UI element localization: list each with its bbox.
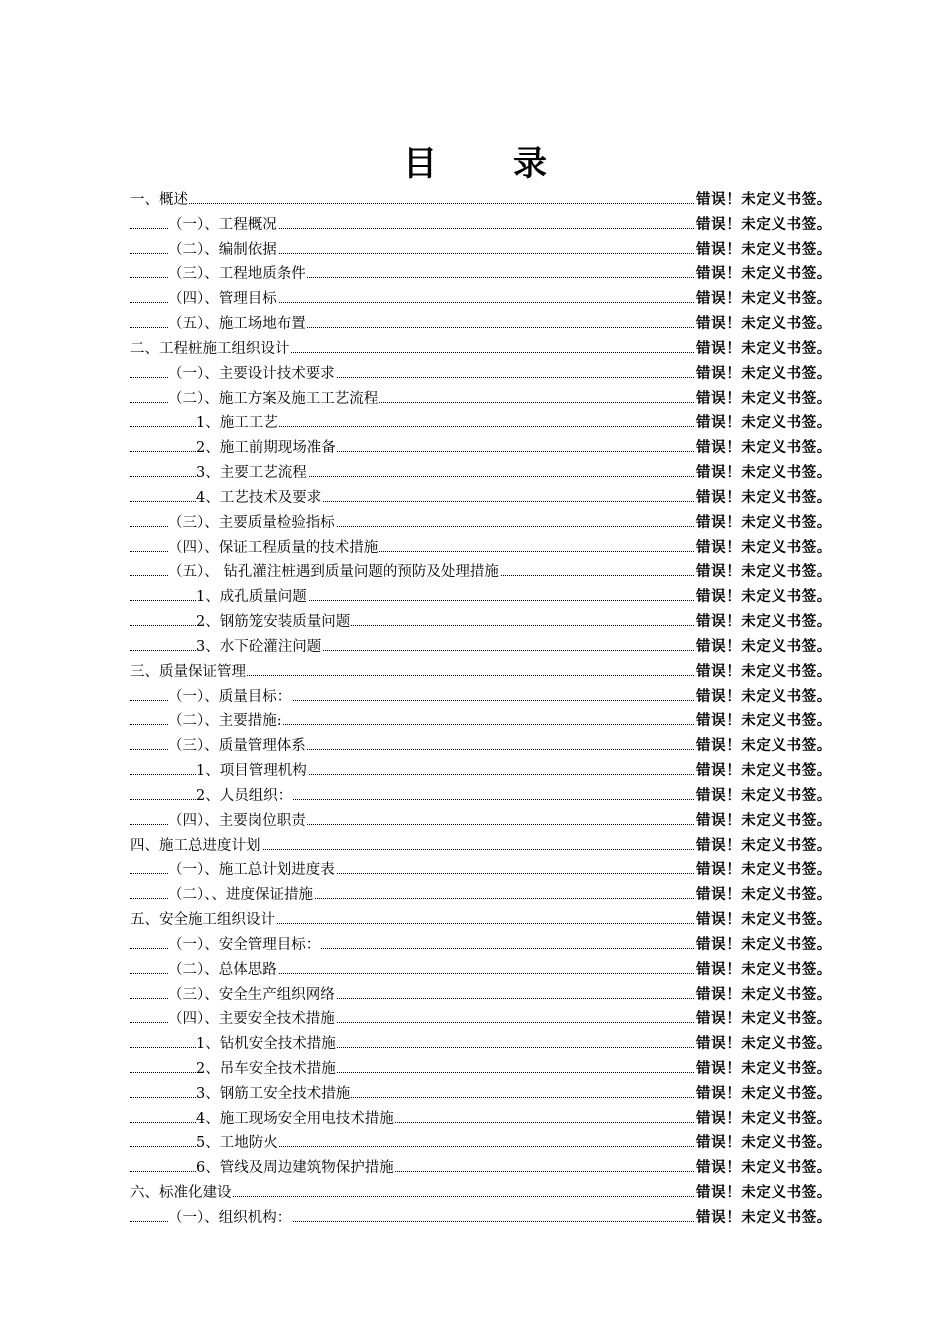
toc-entry-page-ref: 错误！未定义书签。 [696,834,832,859]
toc-entry-page-ref: 错误！未定义书签。 [696,759,832,784]
toc-entry[interactable] [0,387,950,412]
toc-entry-label: 五、安全施工组织设计 [130,908,276,933]
toc-entry-label: （一）、安全管理目标： [168,933,321,958]
toc-entry[interactable] [0,1082,950,1107]
toc-entry-page-ref: 错误！未定义书签。 [696,362,832,387]
toc-entry[interactable] [0,1007,950,1032]
toc-entry-page-ref: 错误！未定义书签。 [696,560,832,585]
toc-entry[interactable] [0,560,950,585]
toc-entry-label: （一）、组织机构： [168,1206,292,1231]
toc-entry-label: （二）、总体思路 [168,958,278,983]
toc-entry-label: 6、管线及周边建筑物保护措施 [196,1156,395,1181]
toc-entry-label: （五）、 钻孔灌注桩遇到质量问题的预防及处理措施 [168,560,500,585]
toc-entry[interactable] [0,287,950,312]
toc-entry[interactable] [0,834,950,859]
toc-entry-label: （一）、施工总计划进度表 [168,858,336,883]
toc-entry-label: 4、工艺技术及要求 [196,486,322,511]
toc-entry-label: （二）、施工方案及施工工艺流程 [168,387,379,412]
toc-entry[interactable] [0,411,950,436]
toc-entry-page-ref: 错误！未定义书签。 [696,1181,832,1206]
toc-entry-page-ref: 错误！未定义书签。 [696,933,832,958]
toc-entry[interactable] [0,536,950,561]
toc-entry[interactable] [0,312,950,337]
toc-entry-page-ref: 错误！未定义书签。 [696,238,832,263]
toc-entry-page-ref: 错误！未定义书签。 [696,387,832,412]
toc-entry-label: （三）、工程地质条件 [168,262,307,287]
toc-entry-label: （一）、主要设计技术要求 [168,362,336,387]
toc-entry-page-ref: 错误！未定义书签。 [696,709,832,734]
toc-entry-label: 一、概述 [130,188,189,213]
toc-entry-label: （四）、主要岗位职责 [168,809,307,834]
toc-entry-page-ref: 错误！未定义书签。 [696,858,832,883]
toc-list [0,188,950,1231]
toc-entry-page-ref: 错误！未定义书签。 [696,312,832,337]
toc-entry[interactable] [0,858,950,883]
toc-entry-page-ref: 错误！未定义书签。 [696,610,832,635]
toc-entry-page-ref: 错误！未定义书签。 [696,1032,832,1057]
toc-entry[interactable] [0,461,950,486]
toc-entry[interactable] [0,337,950,362]
toc-entry-label: 5、工地防火 [196,1131,279,1156]
toc-entry[interactable] [0,734,950,759]
toc-entry-page-ref: 错误！未定义书签。 [696,1007,832,1032]
toc-entry-page-ref: 错误！未定义书签。 [696,411,832,436]
toc-entry[interactable] [0,759,950,784]
toc-entry-label: 1、项目管理机构 [196,759,308,784]
toc-entry-label: 四、施工总进度计划 [130,834,262,859]
toc-entry-label: 1、钻机安全技术措施 [196,1032,337,1057]
toc-entry-label: 3、主要工艺流程 [196,461,308,486]
toc-entry-page-ref: 错误！未定义书签。 [696,1082,832,1107]
toc-entry[interactable] [0,436,950,461]
toc-entry[interactable] [0,983,950,1008]
toc-entry-label: 4、施工现场安全用电技术措施 [196,1107,395,1132]
toc-entry[interactable] [0,933,950,958]
toc-entry-page-ref: 错误！未定义书签。 [696,883,832,908]
toc-entry-page-ref: 错误！未定义书签。 [696,734,832,759]
toc-dot-leader [130,203,694,204]
toc-entry[interactable] [0,262,950,287]
toc-entry-page-ref: 错误！未定义书签。 [696,486,832,511]
toc-entry-label: （三）、质量管理体系 [168,734,307,759]
toc-entry[interactable] [0,635,950,660]
toc-entry-label: （一）、质量目标： [168,685,292,710]
toc-entry-page-ref: 错误！未定义书签。 [696,585,832,610]
toc-entry[interactable] [0,1032,950,1057]
toc-entry[interactable] [0,486,950,511]
toc-entry[interactable] [0,908,950,933]
toc-entry-page-ref: 错误！未定义书签。 [696,213,832,238]
toc-entry-label: （二）、、进度保证措施 [168,883,314,908]
toc-entry-label: （四）、保证工程质量的技术措施 [168,536,379,561]
toc-entry-page-ref: 错误！未定义书签。 [696,436,832,461]
toc-entry[interactable] [0,585,950,610]
toc-entry-label: （二）、编制依据 [168,238,278,263]
toc-entry[interactable] [0,1181,950,1206]
toc-entry[interactable] [0,188,950,213]
toc-entry[interactable] [0,511,950,536]
toc-entry-page-ref: 错误！未定义书签。 [696,784,832,809]
toc-entry-page-ref: 错误！未定义书签。 [696,635,832,660]
toc-entry[interactable] [0,1156,950,1181]
toc-entry[interactable] [0,1206,950,1231]
toc-entry[interactable] [0,784,950,809]
toc-entry[interactable] [0,660,950,685]
toc-entry-label: 二、工程桩施工组织设计 [130,337,291,362]
toc-entry[interactable] [0,709,950,734]
toc-entry-label: （三）、主要质量检验指标 [168,511,336,536]
toc-entry-label: 2、施工前期现场准备 [196,436,337,461]
toc-entry-page-ref: 错误！未定义书签。 [696,660,832,685]
toc-entry-label: 1、施工工艺 [196,411,279,436]
toc-entry-page-ref: 错误！未定义书签。 [696,287,832,312]
toc-entry-label: 六、标准化建设 [130,1181,233,1206]
toc-entry[interactable] [0,685,950,710]
toc-entry-label: 3、钢筋工安全技术措施 [196,1082,351,1107]
toc-entry[interactable] [0,238,950,263]
toc-entry-label: 1、成孔质量问题 [196,585,308,610]
toc-entry-page-ref: 错误！未定义书签。 [696,1057,832,1082]
toc-entry[interactable] [0,362,950,387]
toc-entry-page-ref: 错误！未定义书签。 [696,536,832,561]
toc-entry[interactable] [0,809,950,834]
toc-entry-page-ref: 错误！未定义书签。 [696,908,832,933]
toc-entry[interactable] [0,883,950,908]
toc-entry-page-ref: 错误！未定义书签。 [696,1156,832,1181]
toc-entry-label: 2、钢筋笼安装质量问题 [196,610,351,635]
toc-entry[interactable] [0,958,950,983]
toc-entry-label: 2、吊车安全技术措施 [196,1057,337,1082]
toc-entry-page-ref: 错误！未定义书签。 [696,188,832,213]
toc-title: 目录 [403,144,623,184]
toc-entry-label: 2、人员组织： [196,784,293,809]
toc-entry-label: （四）、主要安全技术措施 [168,1007,336,1032]
toc-entry-page-ref: 错误！未定义书签。 [696,958,832,983]
toc-entry-page-ref: 错误！未定义书签。 [696,337,832,362]
toc-entry-page-ref: 错误！未定义书签。 [696,1206,832,1231]
toc-entry[interactable] [0,610,950,635]
toc-entry-page-ref: 错误！未定义书签。 [696,511,832,536]
toc-entry[interactable] [0,1057,950,1082]
toc-entry-label: 3、水下砼灌注问题 [196,635,322,660]
toc-entry-page-ref: 错误！未定义书签。 [696,1131,832,1156]
toc-entry[interactable] [0,1131,950,1156]
toc-entry-page-ref: 错误！未定义书签。 [696,983,832,1008]
toc-entry-label: （四）、管理目标 [168,287,278,312]
toc-entry-label: 三、质量保证管理 [130,660,247,685]
toc-entry-label: （三）、安全生产组织网络 [168,983,336,1008]
toc-entry-label: （二）、主要措施: [168,709,283,734]
toc-entry-page-ref: 错误！未定义书签。 [696,262,832,287]
toc-entry[interactable] [0,1107,950,1132]
toc-entry-page-ref: 错误！未定义书签。 [696,809,832,834]
toc-entry-page-ref: 错误！未定义书签。 [696,461,832,486]
toc-entry-label: （一）、工程概况 [168,213,278,238]
toc-entry[interactable] [0,213,950,238]
toc-entry-page-ref: 错误！未定义书签。 [696,1107,832,1132]
toc-entry-page-ref: 错误！未定义书签。 [696,685,832,710]
toc-entry-label: （五）、施工场地布置 [168,312,307,337]
